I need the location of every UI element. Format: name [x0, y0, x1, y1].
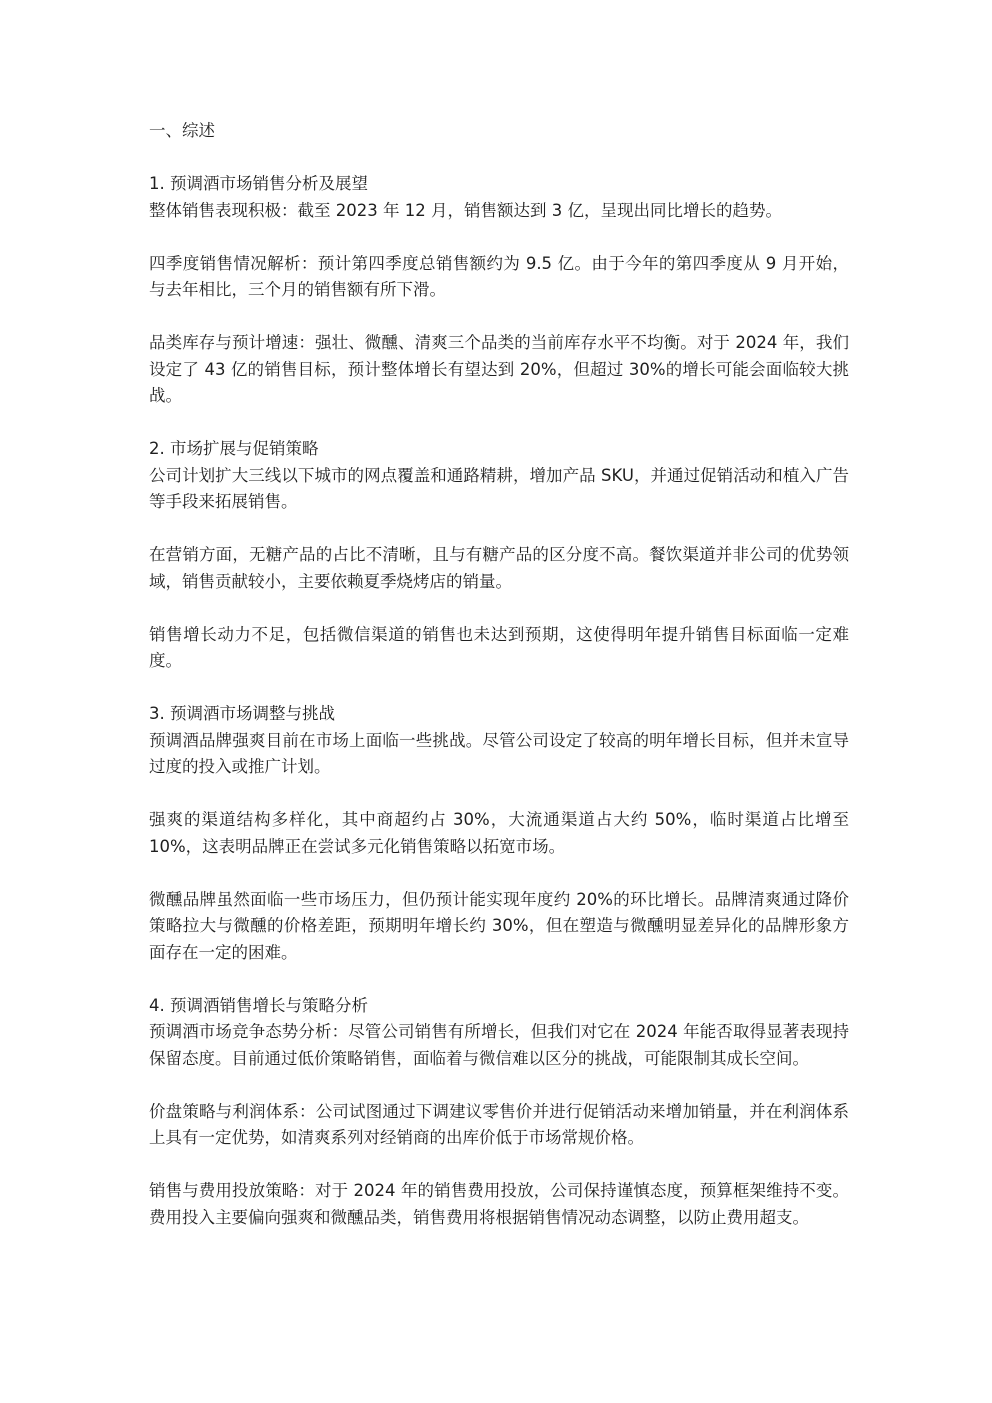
section-1-heading: 1. 预调酒市场销售分析及展望	[149, 174, 368, 193]
section-3-paragraph-2: 强爽的渠道结构多样化，其中商超约占 30%，大流通渠道占大约 50%，临时渠道占比增至 10%，这表明品牌正在尝试多元化销售策略以拓宽市场。	[149, 810, 849, 856]
section-1-paragraph-2: 四季度销售情况解析：预计第四季度总销售额约为 9.5 亿。由于今年的第四季度从 9 月开始，与去年相比，三个月的销售额有所下滑。	[149, 253, 849, 299]
section-4-heading: 4. 预调酒销售增长与策略分析	[149, 995, 368, 1015]
section-2-paragraph-3: 销售增长动力不足，包括微信渠道的销售也未达到预期，这使得明年提升销售目标面临一定难度。	[149, 624, 849, 670]
section-2-heading: 2. 市场扩展与促销策略	[149, 439, 319, 458]
section-1-paragraph-3: 品类库存与预计增速：强壮、微醺、清爽三个品类的当前库存水平不均衡。对于 2024 年，我们设定了 43 亿的销售目标，预计整体增长有望达到 20%，但超过 30%的增长可能会面临较大挑战。	[149, 333, 849, 405]
section-4-paragraph-3: 销售与费用投放策略：对于 2024 年的销售费用投放，公司保持谨慎态度，预算框架维持不变。费用投入主要偏向强爽和微醺品类，销售费用将根据销售情况动态调整，以防止费用超支。	[149, 1181, 849, 1227]
section-3-paragraph-1: 预调酒品牌强爽目前在市场上面临一些挑战。尽管公司设定了较高的明年增长目标，但并未宣导过度的投入或推广计划。	[149, 730, 849, 776]
section-2-paragraph-2: 在营销方面，无糖产品的占比不清晰，且与有糖产品的区分度不高。餐饮渠道并非公司的优势领域，销售贡献较小，主要依赖夏季烧烤店的销量。	[149, 545, 849, 591]
section-3-paragraph-3: 微醺品牌虽然面临一些市场压力，但仍预计能实现年度约 20%的环比增长。品牌清爽通过降价策略拉大与微醺的价格差距，预期明年增长约 30%，但在塑造与微醺明显差异化的品牌形象方面存在一定的困难。	[149, 889, 849, 962]
section-1-paragraph-1: 整体销售表现积极：截至 2023 年 12 月，销售额达到 3 亿，呈现出同比增长的趋势。	[149, 200, 782, 220]
section-4	[149, 993, 849, 1232]
section-1	[149, 171, 849, 410]
section-3	[149, 701, 849, 966]
section-2	[149, 436, 849, 675]
document-page	[149, 118, 849, 1258]
section-3-heading: 3. 预调酒市场调整与挑战	[149, 704, 335, 723]
section-4-paragraph-1: 预调酒市场竞争态势分析：尽管公司销售有所增长，但我们对它在 2024 年能否取得显著表现持保留态度。目前通过低价策略销售，面临着与微信难以区分的挑战，可能限制其成长空间。	[149, 1022, 849, 1068]
section-4-paragraph-2: 价盘策略与利润体系：公司试图通过下调建议零售价并进行促销活动来增加销量，并在利润体系上具有一定优势，如清爽系列对经销商的出库价低于市场常规价格。	[149, 1101, 849, 1147]
overview-heading: 一、综述	[149, 121, 215, 140]
section-2-paragraph-1: 公司计划扩大三线以下城市的网点覆盖和通路精耕，增加产品 SKU，并通过促销活动和植入广告等手段来拓展销售。	[149, 465, 849, 511]
